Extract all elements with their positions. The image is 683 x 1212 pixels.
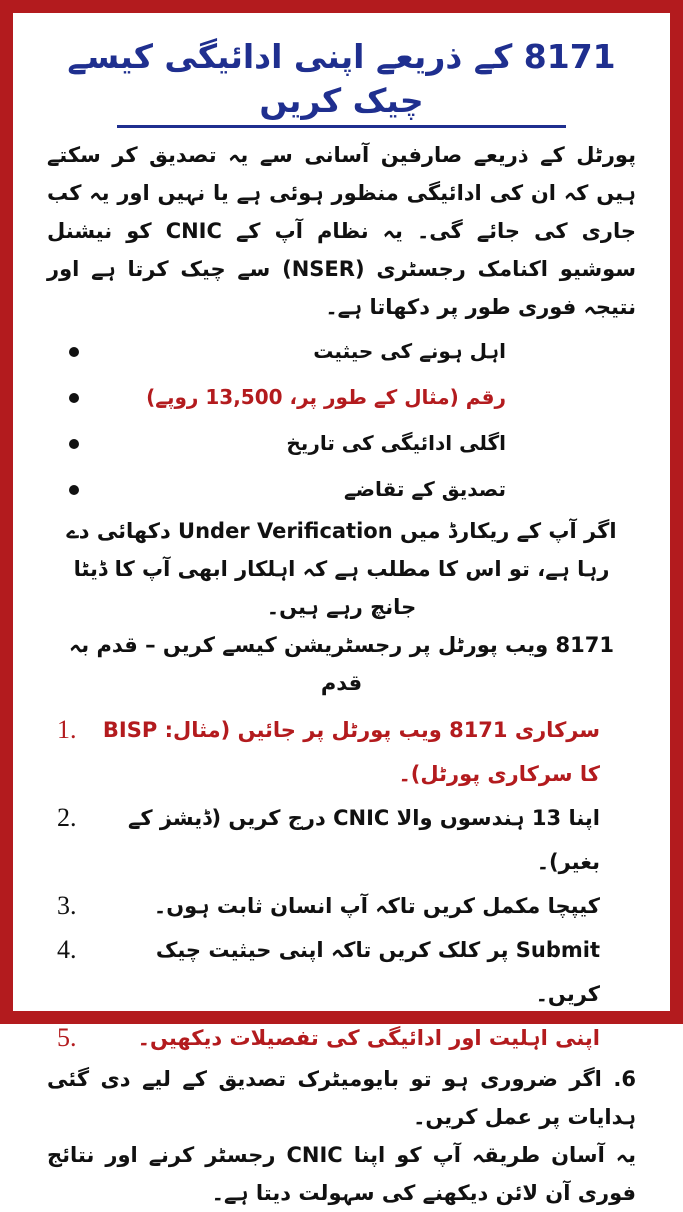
bullet-item-next-payment — [47, 420, 636, 466]
step-item — [47, 928, 636, 1016]
step-number: 2. — [57, 803, 77, 832]
step-number: 4. — [57, 935, 77, 964]
step-item — [47, 796, 636, 884]
bullet-dot-icon — [69, 439, 79, 449]
step-text: سرکاری 8171 ویب پورٹل پر جائیں (مثال: BISP کا سرکاری پورٹل)۔ — [102, 718, 600, 786]
bullet-dot-icon — [69, 393, 79, 403]
page-title: 8171 کے ذریعے اپنی ادائیگی کیسے چیک کریں — [67, 37, 616, 120]
step-text: کیپچا مکمل کریں تاکہ آپ انسان ثابت ہوں۔ — [153, 894, 600, 918]
closing-paragraph: یہ آسان طریقہ آپ کو اپنا CNIC رجسٹر کرنے اور نتائج فوری آن لائن دیکھنے کی سہولت دیتا ہے۔ — [47, 1143, 636, 1205]
step-text: اپنا 13 ہندسوں والا CNIC درج کریں (ڈیشز کے بغیر)۔ — [128, 806, 600, 874]
info-bullet-list — [47, 328, 636, 512]
registration-heading: 8171 ویب پورٹل پر رجسٹریشن کیسے کریں – قدم بہ قدم — [68, 633, 614, 695]
bullet-dot-icon — [69, 485, 79, 495]
step-number: 5. — [57, 1023, 77, 1052]
intro-paragraph: پورٹل کے ذریعے صارفین آسانی سے یہ تصدیق کر سکتے ہیں کہ ان کی ادائیگی منظور ہوئی ہے یا نہیں اور یہ کب جاری کی جائے گی۔ یہ نظام آپ کے CNIC کو نیشنل سوشیو اکنامک رجسٹری (NSER) سے چیک کرتا ہے اور نتیجہ فوری طور پر دکھاتا ہے۔ — [47, 143, 636, 319]
step-item — [47, 1016, 636, 1060]
registration-steps-list — [47, 708, 636, 1060]
step-six: 6. اگر ضروری ہو تو بایومیٹرک تصدیق کے لیے دی گئی ہدایات پر عمل کریں۔ — [47, 1067, 636, 1129]
poster-content — [47, 35, 636, 1205]
bullet-item-verification — [47, 466, 636, 512]
step-number: 3. — [57, 891, 77, 920]
bullet-text: اہل ہونے کی حیثیت — [313, 339, 506, 363]
title-underline — [117, 125, 566, 128]
bullet-text: تصدیق کے تقاضے — [343, 477, 506, 501]
step-item — [47, 708, 636, 796]
bullet-text: اگلی ادائیگی کی تاریخ — [286, 431, 506, 455]
bullet-item-amount — [47, 374, 636, 420]
bullet-text: رقم (مثال کے طور پر، 13,500 روپے) — [146, 385, 506, 409]
step-number: 1. — [57, 715, 77, 744]
step-text: اپنی اہلیت اور ادائیگی کی تفصیلات دیکھیں۔ — [137, 1026, 600, 1050]
step-text: Submit پر کلک کریں تاکہ اپنی حیثیت چیک کریں۔ — [155, 938, 600, 1006]
bullet-item-eligibility — [47, 328, 636, 374]
verification-note: اگر آپ کے ریکارڈ میں Under Verification دکھائی دے رہا ہے، تو اس کا مطلب ہے کہ اہلکار ابھی آپ کا ڈیٹا جانچ رہے ہیں۔ — [66, 519, 617, 619]
bullet-dot-icon — [69, 347, 79, 357]
step-item — [47, 884, 636, 928]
